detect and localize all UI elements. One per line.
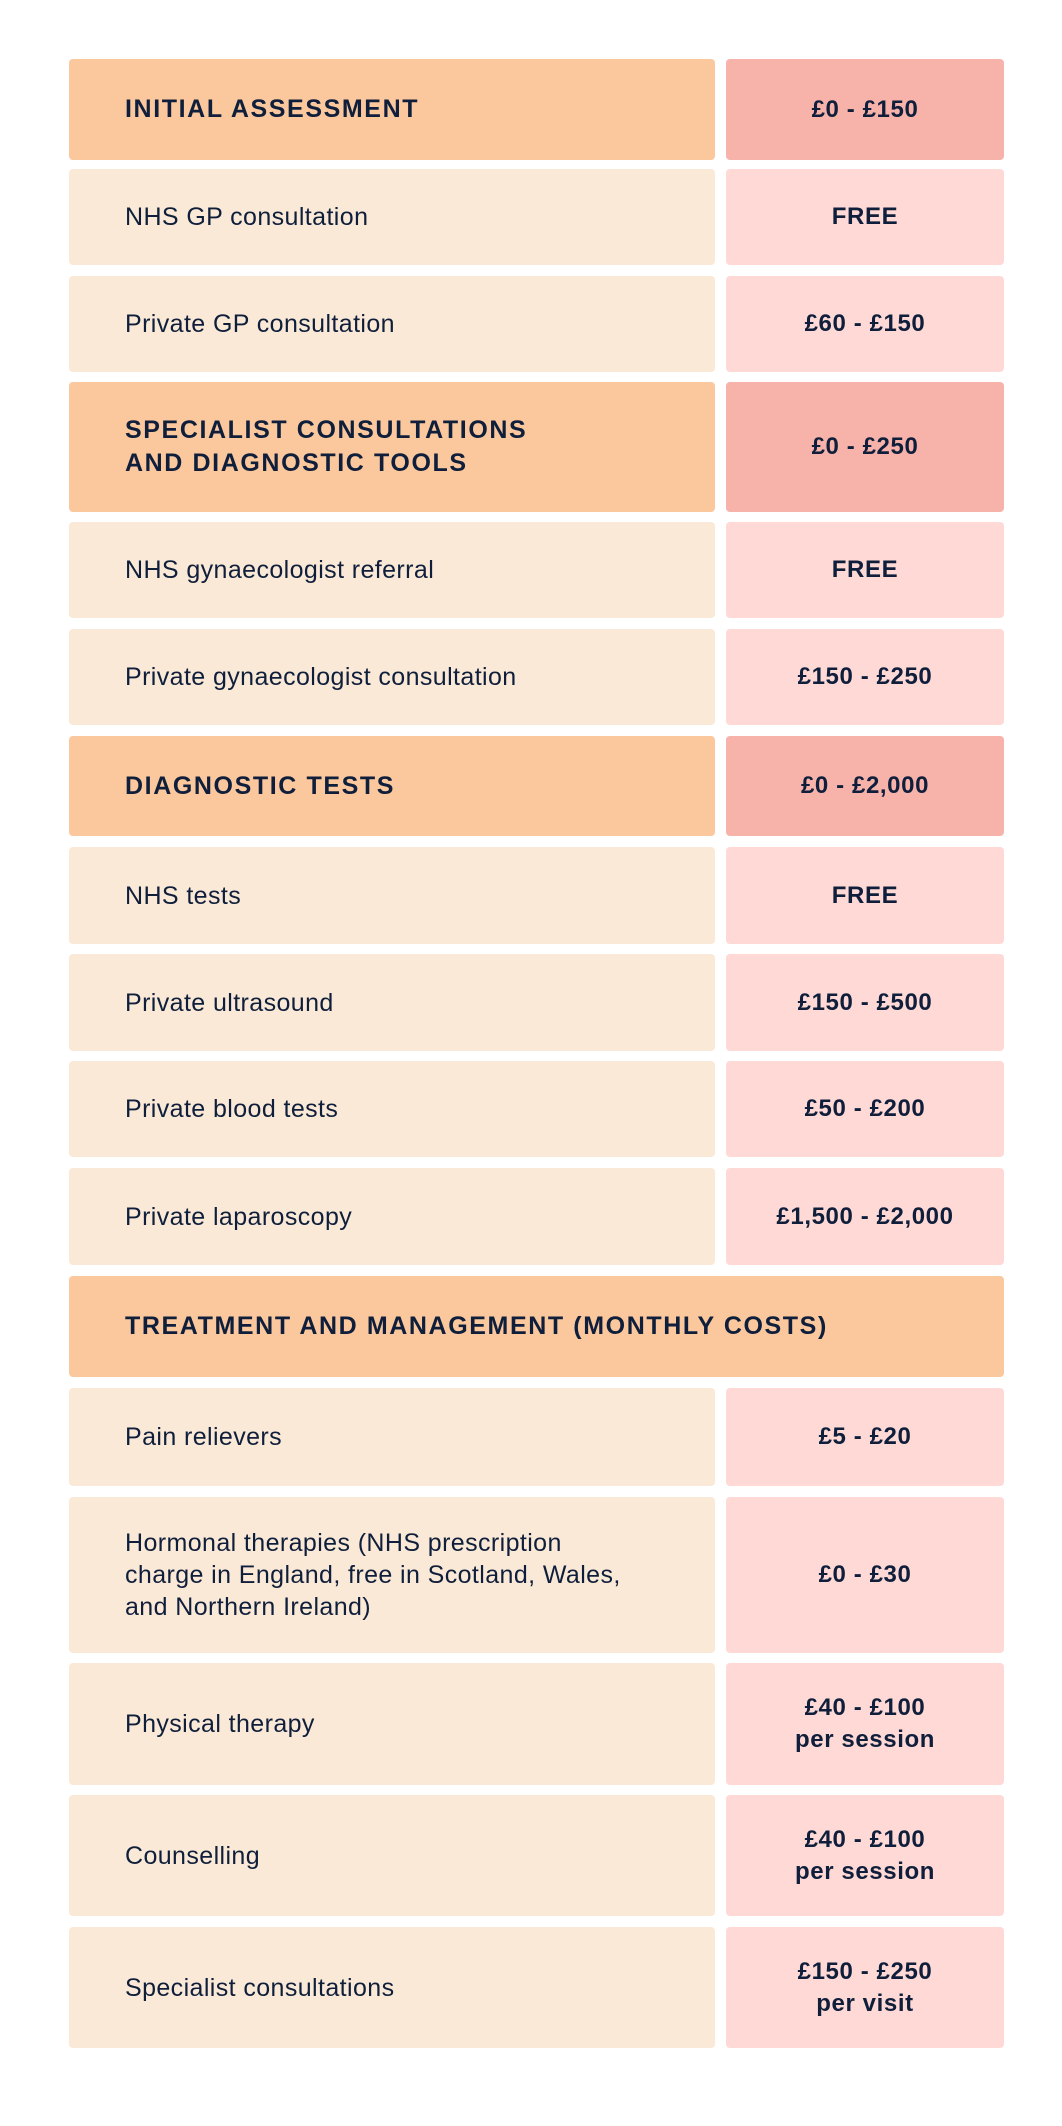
item-row-price xyxy=(726,954,1004,1051)
item-label: Specialist consultations xyxy=(125,1973,395,2002)
item-row-label xyxy=(69,954,715,1051)
item-label-line: Hormonal therapies (NHS prescription xyxy=(125,1529,562,1557)
item-price: £0 - £30 xyxy=(818,1561,912,1588)
section-header-treatment-and-management xyxy=(69,1276,1004,1377)
section-price: £0 - £2,000 xyxy=(800,772,930,799)
item-label: Counselling xyxy=(125,1841,261,1870)
section-title xyxy=(125,1310,828,1343)
item-price: £5 - £20 xyxy=(818,1423,912,1450)
section-title-line: TREATMENT AND MANAGEMENT (MONTHLY COSTS) xyxy=(125,1312,828,1340)
item-row-price xyxy=(726,522,1004,618)
item-label: Private GP consultation xyxy=(125,310,395,338)
item-price: FREE xyxy=(831,881,899,909)
item-row-price xyxy=(726,847,1004,944)
item-row-label xyxy=(69,522,715,618)
section-price-initial-assessment xyxy=(726,59,1004,160)
item-label xyxy=(125,1527,621,1623)
item-label-line: charge in England, free in Scotland, Wales, xyxy=(125,1561,621,1589)
item-row-label xyxy=(69,847,715,944)
section-title-line: AND DIAGNOSTIC TOOLS xyxy=(125,449,468,477)
item-price: £1,500 - £2,000 xyxy=(776,1202,954,1230)
item-row-label xyxy=(69,1927,715,2048)
item-row-label xyxy=(69,629,715,725)
item-row-price xyxy=(726,1663,1004,1785)
item-row-label xyxy=(69,1795,715,1916)
item-row-label xyxy=(69,1663,715,1785)
item-price-unit: per session xyxy=(795,1726,935,1753)
section-header-specialist-consultations xyxy=(69,382,715,512)
item-label: NHS GP consultation xyxy=(125,203,369,231)
section-title-line: INITIAL ASSESSMENT xyxy=(125,95,420,123)
section-price-specialist-consultations xyxy=(726,382,1004,512)
item-row-label xyxy=(69,1168,715,1265)
section-title-line: SPECIALIST CONSULTATIONS xyxy=(125,416,528,444)
item-row-price xyxy=(726,1388,1004,1486)
item-price: £50 - £200 xyxy=(804,1095,926,1122)
item-row-price xyxy=(726,1061,1004,1157)
section-title xyxy=(125,414,527,480)
item-row-label xyxy=(69,169,715,265)
item-label: Private ultrasound xyxy=(125,988,334,1017)
section-price-diagnostic-tests xyxy=(726,736,1004,836)
item-label: NHS tests xyxy=(125,881,242,910)
item-price-unit: per session xyxy=(795,1857,935,1885)
item-price: FREE xyxy=(831,556,899,583)
item-price: £150 - £250 xyxy=(797,663,933,690)
item-row-price xyxy=(726,169,1004,265)
item-price: £40 - £100 xyxy=(804,1825,926,1853)
item-label: Private gynaecologist consultation xyxy=(125,663,517,691)
section-title xyxy=(125,93,419,126)
item-price: £150 - £500 xyxy=(797,988,933,1016)
item-row-price xyxy=(726,1927,1004,2048)
item-row-label xyxy=(69,1388,715,1486)
item-price: £40 - £100 xyxy=(804,1694,926,1721)
item-row-price xyxy=(726,1168,1004,1265)
item-price-unit: per visit xyxy=(816,1989,914,2017)
section-header-diagnostic-tests xyxy=(69,736,715,836)
item-price: FREE xyxy=(831,203,899,230)
item-label: Private laparoscopy xyxy=(125,1202,353,1231)
section-title-line: DIAGNOSTIC TESTS xyxy=(125,771,396,800)
item-row-label xyxy=(69,1061,715,1157)
section-price: £0 - £250 xyxy=(811,433,919,460)
item-row-label xyxy=(69,276,715,372)
item-row-price xyxy=(726,1497,1004,1653)
item-price: £60 - £150 xyxy=(804,310,926,337)
item-row-price xyxy=(726,1795,1004,1916)
item-label: Private blood tests xyxy=(125,1095,339,1123)
item-row-price xyxy=(726,276,1004,372)
item-label: Physical therapy xyxy=(125,1710,315,1738)
item-label-line: and Northern Ireland) xyxy=(125,1593,372,1621)
item-label: Pain relievers xyxy=(125,1423,283,1451)
section-price: £0 - £150 xyxy=(811,95,919,123)
item-row-price xyxy=(726,629,1004,725)
section-title xyxy=(125,770,395,803)
item-price: £150 - £250 xyxy=(797,1957,933,1985)
item-label: NHS gynaecologist referral xyxy=(125,556,435,584)
section-header-initial-assessment xyxy=(69,59,715,160)
item-row-label xyxy=(69,1497,715,1653)
